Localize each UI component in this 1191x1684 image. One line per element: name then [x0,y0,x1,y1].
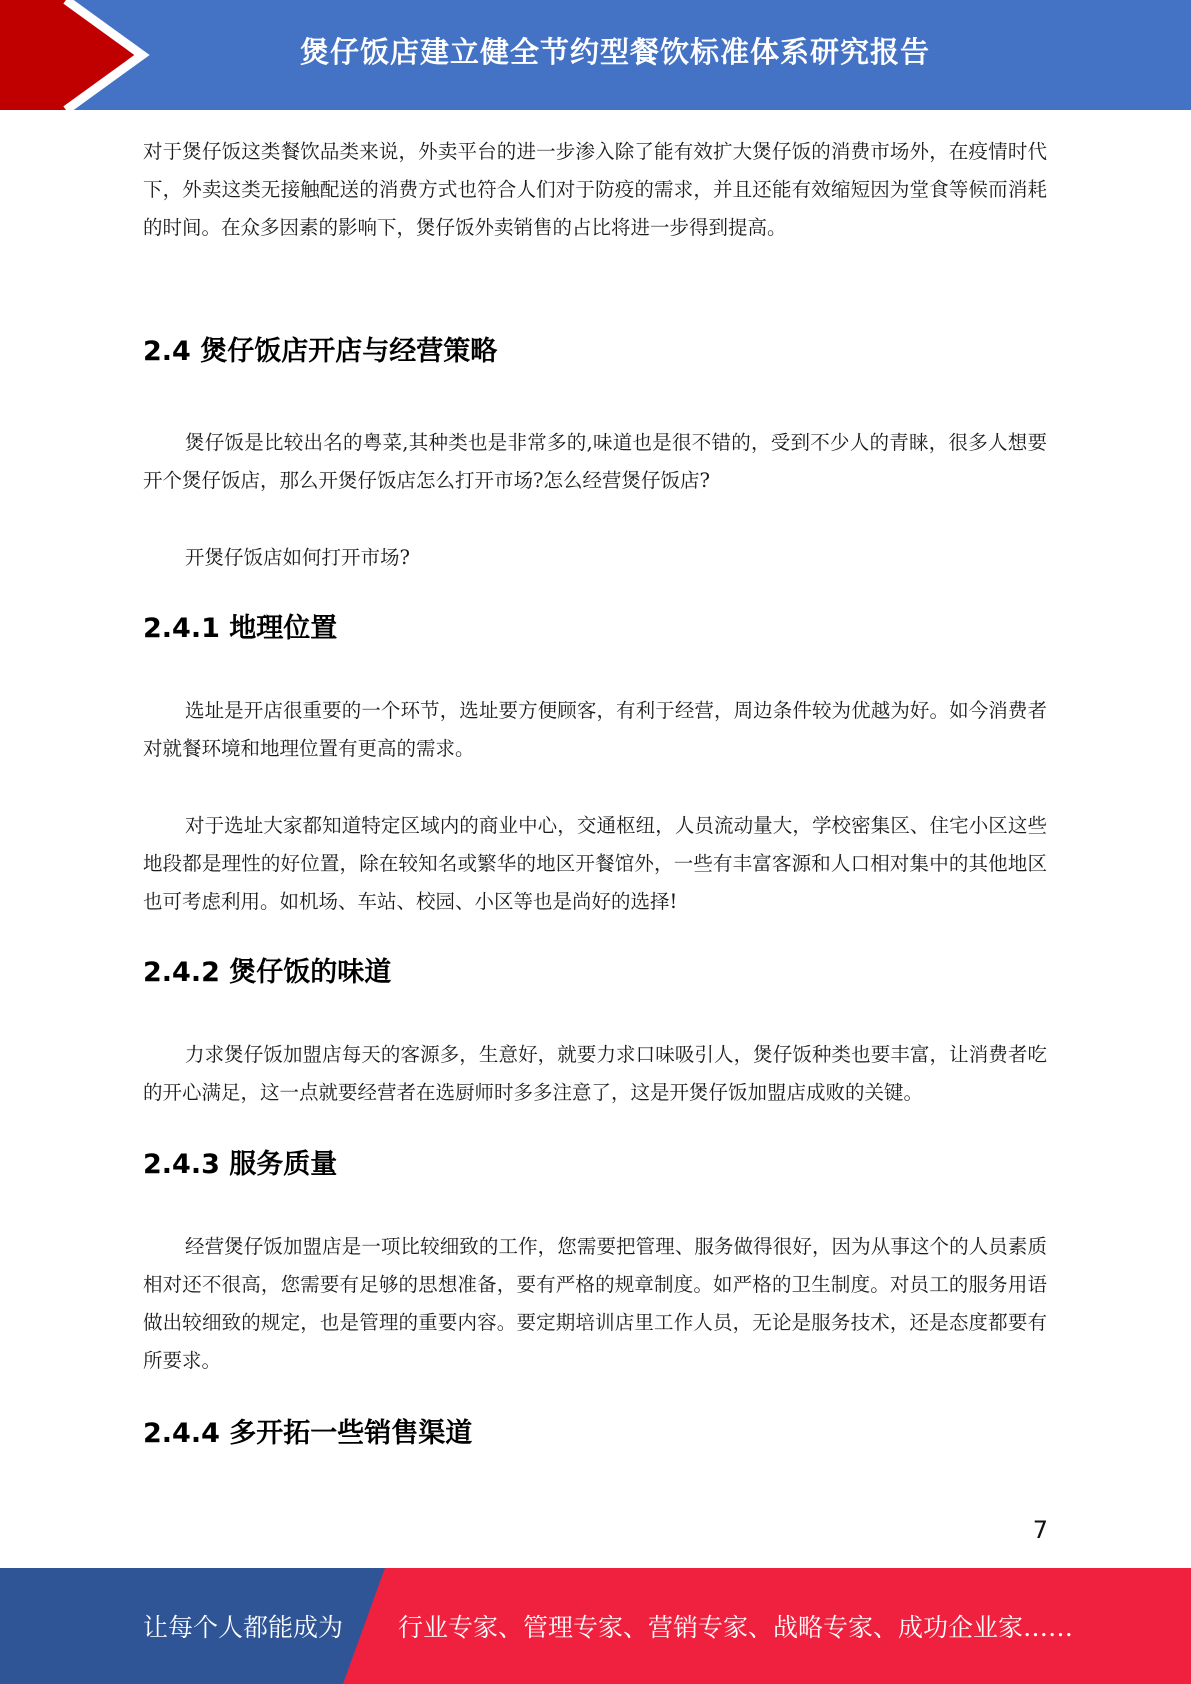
section-2-4-1-heading: 2.4.1 地理位置 [143,613,338,644]
document-title: 煲仔饭店建立健全节约型餐饮标准体系研究报告 [299,34,930,69]
page-footer [0,1568,1191,1684]
intro-paragraph: 对于煲仔饭这类餐饮品类来说，外卖平台的进一步渗入除了能有效扩大煲仔饭的消费市场外，在疫情时代下，外卖这类无接触配送的消费方式也符合人们对于防疫的需求，并且还能有效缩短因为堂食等候而消耗的时间。在众多因素的影响下，煲仔饭外卖销售的占比将进一步得到提高。 [143,140,1047,239]
section-2-4-3-heading: 2.4.3 服务质量 [143,1149,338,1180]
footer-slogan-right: 行业专家、管理专家、营销专家、战略专家、成功企业家…… [398,1613,1074,1642]
section-2-4-4-heading: 2.4.4 多开拓一些销售渠道 [143,1418,473,1449]
section-2-4-2-heading: 2.4.2 煲仔饭的味道 [143,957,392,988]
section-2-4-paragraph-1: 煲仔饭是比较出名的粤菜,其种类也是非常多的,味道也是很不错的，受到不少人的青睐，很多人想要开个煲仔饭店，那么开煲仔饭店怎么打开市场?怎么经营煲仔饭店? [143,431,1047,492]
page-number: 7 [1032,1516,1048,1544]
section-2-4-paragraph-2: 开煲仔饭店如何打开市场? [185,546,410,569]
page-header [0,0,1191,110]
section-2-4-heading: 2.4 煲仔饭店开店与经营策略 [143,336,498,367]
section-2-4-2-paragraph-1: 力求煲仔饭加盟店每天的客源多，生意好，就要力求口味吸引人，煲仔饭种类也要丰富，让消费者吃的开心满足，这一点就要经营者在选厨师时多多注意了，这是开煲仔饭加盟店成败的关键。 [143,1043,1047,1104]
section-2-4-1-paragraph-1: 选址是开店很重要的一个环节，选址要方便顾客，有利于经营，周边条件较为优越为好。如今消费者对就餐环境和地理位置有更高的需求。 [143,699,1047,760]
footer-slogan-left: 让每个人都能成为 [143,1613,344,1642]
section-2-4-1-paragraph-2: 对于选址大家都知道特定区域内的商业中心，交通枢纽，人员流动量大，学校密集区、住宅小区这些地段都是理性的好位置，除在较知名或繁华的地区开餐馆外，一些有丰富客源和人口相对集中的其他地区也可考虑利用。如机场、车站、校园、小区等也是尚好的选择! [143,814,1047,913]
section-2-4-3-paragraph-1: 经营煲仔饭加盟店是一项比较细致的工作，您需要把管理、服务做得很好，因为从事这个的人员素质相对还不很高，您需要有足够的思想准备，要有严格的规章制度。如严格的卫生制度。对员工的服务用语做出较细致的规定，也是管理的重要内容。要定期培训店里工作人员，无论是服务技术，还是态度都要有所要求。 [143,1235,1047,1372]
